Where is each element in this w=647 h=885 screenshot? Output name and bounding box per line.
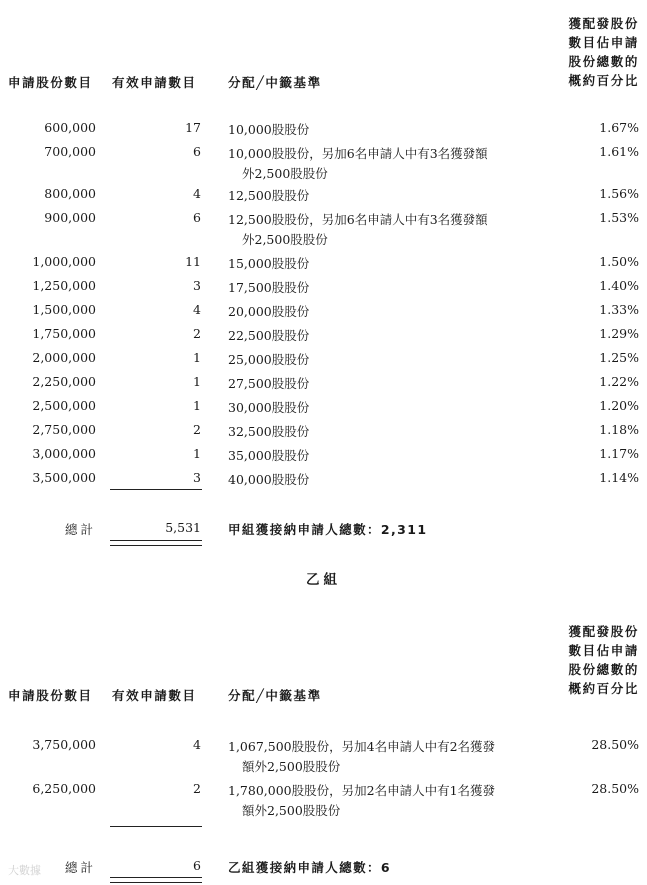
valid-applications-cell: 17 — [185, 120, 201, 135]
allocation-basis-line: 1,067,500股股份，另加4名申請人中有2名獲發 — [228, 739, 496, 754]
allocation-basis-cell — [228, 374, 533, 394]
group-a-total-text: 甲組獲接納申請人總數：2,311 — [228, 522, 428, 537]
watermark: 大數據 — [8, 864, 41, 877]
valid-applications-cell: 3 — [193, 278, 201, 293]
allocation-basis-cell — [228, 302, 533, 322]
allotted-percentage-cell: 1.67% — [599, 120, 639, 135]
allocation-basis-line: 12,500股股份 — [228, 188, 310, 203]
group-b-total-text: 乙組獲接納申請人總數：6 — [228, 860, 391, 875]
allocation-basis-line: 15,000股股份 — [228, 256, 310, 271]
group-b-total-label: 總計 — [64, 860, 96, 875]
allotted-percentage-cell: 1.56% — [599, 186, 639, 201]
table-row — [0, 120, 647, 138]
allocation-basis-cell — [228, 781, 533, 821]
shares-applied-cell: 900,000 — [44, 210, 96, 225]
table-row — [0, 781, 647, 818]
allocation-basis-line: 外2,500股股份 — [242, 232, 328, 247]
allocation-basis-line: 27,500股股份 — [228, 376, 310, 391]
allocation-basis-cell — [228, 350, 533, 370]
table-row — [0, 326, 647, 344]
allocation-basis-cell — [228, 144, 533, 184]
shares-applied-cell: 700,000 — [44, 144, 96, 159]
allocation-basis-line: 25,000股股份 — [228, 352, 310, 367]
allotted-percentage-cell: 1.20% — [599, 398, 639, 413]
allocation-basis-line: 1,780,000股股份，另加2名申請人中有1名獲發 — [228, 783, 496, 798]
table-row — [0, 278, 647, 296]
shares-applied-cell: 1,250,000 — [32, 278, 96, 293]
valid-applications-cell: 2 — [193, 422, 201, 437]
allocation-basis-line: 40,000股股份 — [228, 472, 310, 487]
valid-applications-cell: 1 — [193, 398, 201, 413]
valid-applications-cell: 2 — [193, 781, 201, 796]
allocation-basis-line: 10,000股股份，另加6名申請人中有3名獲發額 — [228, 146, 488, 161]
subtotal-rule — [110, 489, 202, 490]
valid-applications-cell: 6 — [193, 144, 201, 159]
allocation-basis-cell — [228, 422, 533, 442]
header-shares-applied: 申請股份數目 — [8, 75, 93, 90]
header-allotted-percentage: 獲配發股份 數目佔申請 股份總數的 概約百分比 — [568, 16, 639, 88]
shares-applied-cell: 3,500,000 — [32, 470, 96, 485]
valid-applications-cell: 4 — [193, 737, 201, 752]
allocation-basis-line: 額外2,500股股份 — [242, 759, 341, 774]
table-row — [0, 144, 647, 181]
valid-applications-cell: 1 — [193, 350, 201, 365]
table-row — [0, 210, 647, 247]
valid-applications-cell: 1 — [193, 446, 201, 461]
group-a-total-value: 5,531 — [165, 520, 201, 535]
header-shares-applied: 申請股份數目 — [8, 688, 93, 703]
allotted-percentage-cell: 1.17% — [599, 446, 639, 461]
allocation-basis-line: 20,000股股份 — [228, 304, 310, 319]
allocation-basis-cell — [228, 210, 533, 250]
allocation-basis-cell — [228, 446, 533, 466]
allocation-basis-line: 30,000股股份 — [228, 400, 310, 415]
header-valid-applications: 有效申請數目 — [112, 75, 197, 90]
table-row — [0, 446, 647, 464]
allotted-percentage-cell: 1.18% — [599, 422, 639, 437]
allotted-percentage-cell: 1.33% — [599, 302, 639, 317]
allocation-basis-line: 12,500股股份，另加6名申請人中有3名獲發額 — [228, 212, 488, 227]
header-valid-applications: 有效申請數目 — [112, 688, 197, 703]
shares-applied-cell: 2,500,000 — [32, 398, 96, 413]
allocation-basis-cell — [228, 470, 533, 490]
allotted-percentage-cell: 1.22% — [599, 374, 639, 389]
allocation-basis-line: 35,000股股份 — [228, 448, 310, 463]
allotted-percentage-cell: 1.25% — [599, 350, 639, 365]
allocation-basis-line: 外2,500股股份 — [242, 166, 328, 181]
allocation-basis-cell — [228, 326, 533, 346]
group-b-total-value: 6 — [193, 858, 201, 873]
group-a-total-label: 總計 — [64, 522, 96, 537]
table-row — [0, 302, 647, 320]
valid-applications-cell: 11 — [185, 254, 201, 269]
allotted-percentage-cell: 1.14% — [599, 470, 639, 485]
allocation-basis-line: 額外2,500股股份 — [242, 803, 341, 818]
allotted-percentage-cell: 1.40% — [599, 278, 639, 293]
shares-applied-cell: 2,250,000 — [32, 374, 96, 389]
shares-applied-cell: 800,000 — [44, 186, 96, 201]
allocation-basis-line: 17,500股股份 — [228, 280, 310, 295]
group-b-title: 乙組 — [306, 572, 341, 588]
valid-applications-cell: 3 — [193, 470, 201, 485]
valid-applications-cell: 2 — [193, 326, 201, 341]
shares-applied-cell: 1,000,000 — [32, 254, 96, 269]
shares-applied-cell: 600,000 — [44, 120, 96, 135]
header-allocation-basis: 分配╱中籤基準 — [228, 688, 322, 703]
allocation-basis-cell — [228, 398, 533, 418]
allocation-basis-line: 10,000股股份 — [228, 122, 310, 137]
allotted-percentage-cell: 1.53% — [599, 210, 639, 225]
allocation-basis-cell — [228, 278, 533, 298]
shares-applied-cell: 3,000,000 — [32, 446, 96, 461]
table-row — [0, 186, 647, 204]
valid-applications-cell: 4 — [193, 302, 201, 317]
header-allotted-percentage: 獲配發股份 數目佔申請 股份總數的 概約百分比 — [568, 624, 639, 696]
shares-applied-cell: 3,750,000 — [32, 737, 96, 752]
shares-applied-cell: 6,250,000 — [32, 781, 96, 796]
shares-applied-cell: 1,750,000 — [32, 326, 96, 341]
allocation-basis-cell — [228, 737, 533, 777]
allocation-basis-line: 32,500股股份 — [228, 424, 310, 439]
shares-applied-cell: 1,500,000 — [32, 302, 96, 317]
valid-applications-cell: 4 — [193, 186, 201, 201]
allotted-percentage-cell: 1.61% — [599, 144, 639, 159]
table-row — [0, 422, 647, 440]
allotted-percentage-cell: 1.50% — [599, 254, 639, 269]
table-row — [0, 737, 647, 774]
total-double-rule — [110, 540, 202, 546]
header-allocation-basis: 分配╱中籤基準 — [228, 75, 322, 90]
table-row — [0, 470, 647, 488]
allocation-basis-cell — [228, 254, 533, 274]
shares-applied-cell: 2,750,000 — [32, 422, 96, 437]
table-row — [0, 254, 647, 272]
subtotal-rule — [110, 826, 202, 827]
shares-applied-cell: 2,000,000 — [32, 350, 96, 365]
valid-applications-cell: 1 — [193, 374, 201, 389]
table-row — [0, 374, 647, 392]
table-row — [0, 398, 647, 416]
allocation-basis-line: 22,500股股份 — [228, 328, 310, 343]
allocation-basis-cell — [228, 186, 533, 206]
table-row — [0, 350, 647, 368]
allotted-percentage-cell: 28.50% — [591, 781, 639, 796]
allocation-basis-cell — [228, 120, 533, 140]
allotted-percentage-cell: 1.29% — [599, 326, 639, 341]
allotted-percentage-cell: 28.50% — [591, 737, 639, 752]
valid-applications-cell: 6 — [193, 210, 201, 225]
total-double-rule — [110, 877, 202, 883]
